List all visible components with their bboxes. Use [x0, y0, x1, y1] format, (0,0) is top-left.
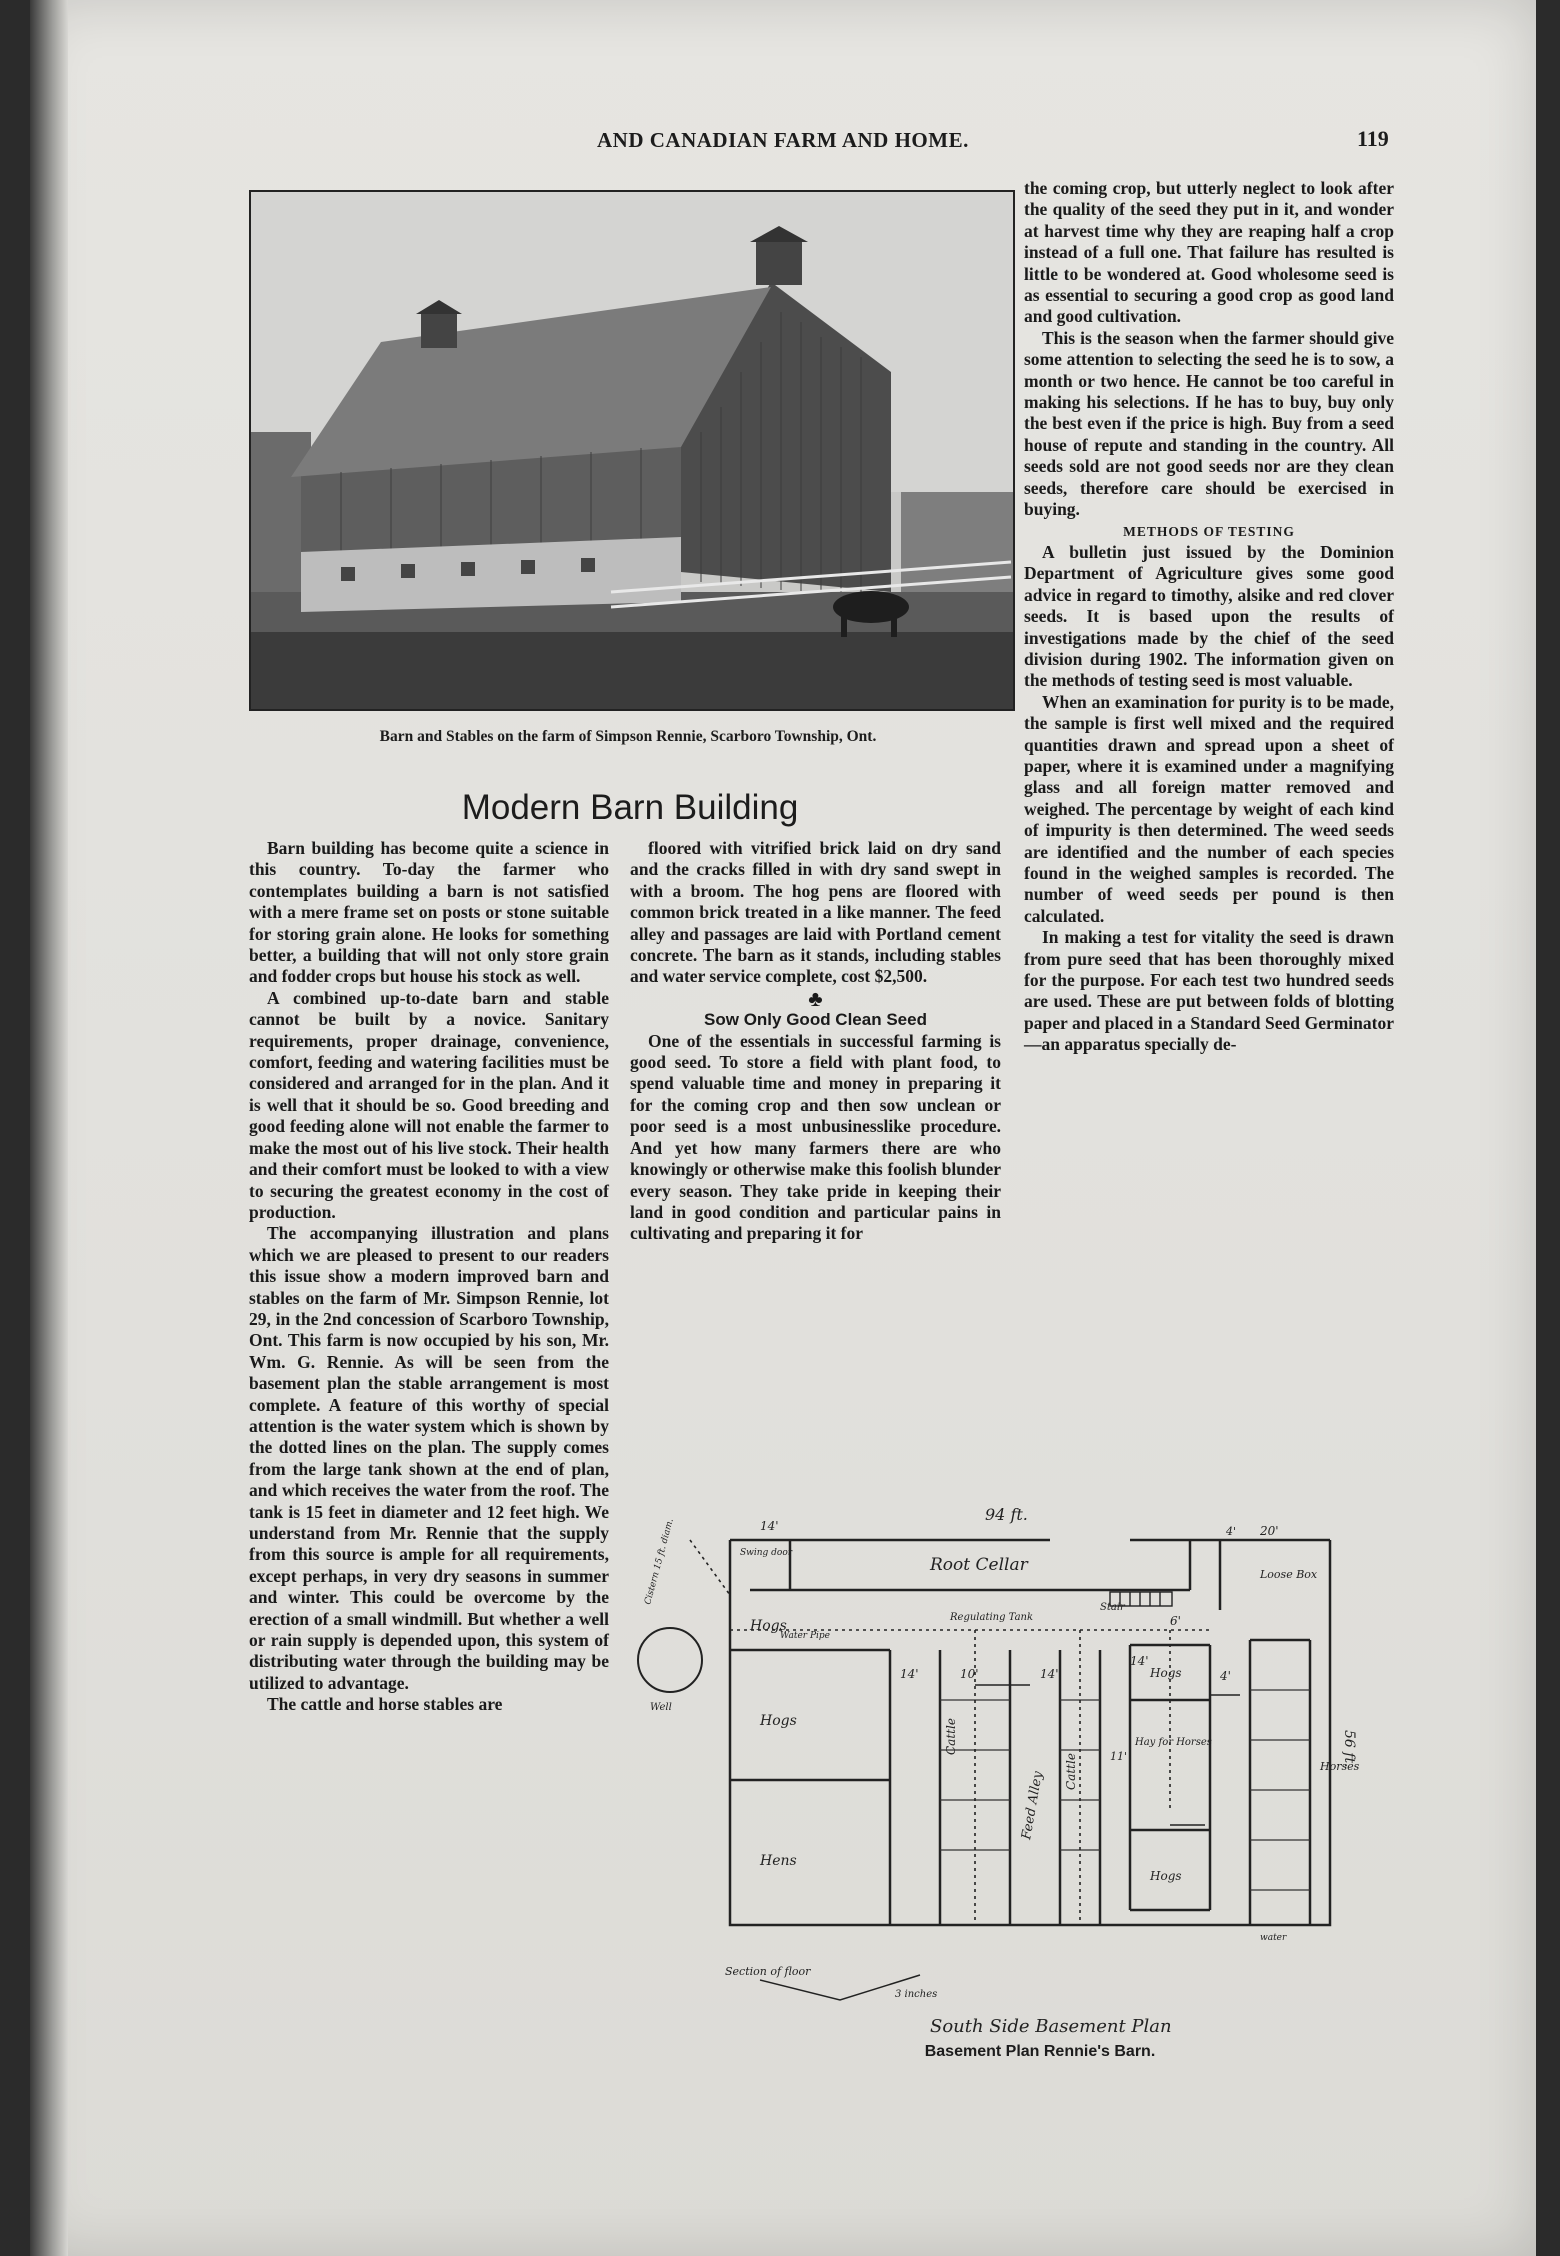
plan-dim: 10': [960, 1667, 979, 1681]
plan-water-note: water: [1260, 1933, 1287, 1943]
running-head: AND CANADIAN FARM AND HOME.: [597, 128, 969, 152]
paragraph: The cattle and horse stables are: [267, 1694, 503, 1715]
plan-dim: 14': [900, 1667, 919, 1681]
plan-inches: 3 inches: [895, 1989, 938, 2000]
paragraph: the coming crop, but utterly neglect to look after the quality of the seed they put in it, and wonder at harvest time why they are reaping half a crop instead of a full one. That failure has resulted is little to be wondered at. Good wholesome seed is as essential to securing a good crop as good land and good cultivation.: [1024, 178, 1394, 327]
paragraph: When an examination for purity is to be made, the sample is first well mixed and the required quantities drawn and spread upon a sheet of paper, where it is examined under a magnifying glass and all foreign matter removed and weighed. The percentage by weight of each kind of impurity is then determined. The weed seeds are identified and the number of each species found in the weighed samples is recorded. The number of weed seeds per pound is then calculated.: [1024, 691, 1394, 926]
plan-hogs-1: Hogs: [750, 1618, 787, 1634]
plan-dim: 6': [1170, 1614, 1181, 1628]
plan-hens: Hens: [760, 1853, 797, 1869]
seed-article-title: Sow Only Good Clean Seed: [704, 1010, 927, 1030]
plan-dim: 14': [760, 1519, 779, 1533]
plan-well: Well: [650, 1702, 672, 1713]
plan-dim: 4': [1220, 1669, 1231, 1683]
plan-total-length: 94 ft.: [985, 1505, 1028, 1524]
plan-cattle-2: Cattle: [1064, 1753, 1078, 1790]
article-column-2: [630, 838, 1001, 1245]
paragraph: A combined up-to-date barn and stable cannot be built by a novice. Sanitary requirements, proper drainage, convenience, comfort, feeding and watering facilities must be considered and arranged for in the plan. And it is well that it should be so. Good breeding and good feeding alone will not enable the farmer to make the most out of his live stock. Their health and their comfort must be looked to with a view to securing the greatest economy in the cost of production.: [249, 987, 609, 1222]
plan-dim: 4': [1226, 1525, 1237, 1538]
plan-horses: Horses: [1320, 1760, 1360, 1773]
article-column-1: [249, 838, 609, 1716]
plan-south-side: South Side Basement Plan: [930, 2016, 1172, 2037]
paragraph: The accompanying illustration and plans which we are pleased to present to our readers this issue show a modern improved barn and stables on the farm of Mr. Simpson Rennie, lot 29, in the 2nd concession of Scarboro Township, Ont. This farm is now occupied by his son, Mr. Wm. G. Rennie. As will be seen from the basement plan the stable arrangement is most complete. A feature of this worthy of special attention is the water system which is shown by the dotted lines on the plan. The supply comes from the large tank shown at the end of plan, and which receives the water from the roof. The tank is 15 feet in diameter and 12 feet high. We understand from Mr. Rennie that the supply from this source is ample for all requirements, except perhaps, in very dry seasons in summer and winter. This could be overcome by the erection of a small windmill. But whether a well or rain supply is depended upon, this system of distributing water through the building may be utilized to advantage.: [249, 1223, 609, 1693]
plan-caption: Basement Plan Rennie's Barn.: [924, 2043, 1156, 2060]
photo-caption: Barn and Stables on the farm of Simpson Rennie, Scarboro Township, Ont.: [379, 728, 877, 745]
plan-stair: Stair: [1100, 1602, 1125, 1613]
paragraph: This is the season when the farmer should give some attention to selecting the seed he is to sow, a month or two hence. He cannot be too careful in making his selections. If he has to buy, buy only the best even if the price is high. Buy from a seed house of repute and standing in the country. All seeds sold are not good seeds nor are they clean seeds, therefore care should be exercised in buying.: [1024, 327, 1394, 520]
paragraph: One of the essentials in successful farming is good seed. To store a field with plant food, to spend valuable time and money in preparing it for the coming crop and then sow unclean or poor seed is a most unbusinesslike procedure. And yet how many farmers there are who knowingly or otherwise make this foolish blunder every season. They take pride in keeping their land in good condition and particular pains in cultivating and preparing it for: [630, 1030, 1001, 1244]
plan-tank-note: Cistern 15 ft. diam.: [643, 1517, 676, 1606]
article-title: Modern Barn Building: [461, 788, 799, 828]
basement-plan-drawing: [630, 1480, 1410, 2040]
plan-hay-for-horses: Hay for Horses: [1135, 1737, 1212, 1748]
plan-water-pipe: Water Pipe: [780, 1631, 830, 1641]
plan-width: 56 ft.: [1341, 1730, 1357, 1768]
plan-hogs-3: Hogs: [1150, 1666, 1182, 1680]
page-number: 119: [1357, 126, 1389, 151]
barn-photograph: [249, 190, 1015, 711]
plan-cattle-1: Cattle: [944, 1718, 958, 1755]
plan-section-of-floor: Section of floor: [725, 1965, 811, 1978]
magazine-page: [30, 0, 1536, 2256]
plan-feed-alley: Feed Alley: [1019, 1770, 1046, 1841]
paragraph: In making a test for vitality the seed is drawn from pure seed that has been thoroughly mixed for the purpose. For each test two hundred seeds are used. These are put between folds of blotting paper and placed in a Standard Seed Germinator—an apparatus specially de-: [1024, 927, 1394, 1055]
article-column-3: [1024, 178, 1394, 1056]
plan-dim: 14': [1040, 1667, 1059, 1681]
methods-subhead: METHODS OF TESTING: [1123, 523, 1295, 539]
paragraph: A bulletin just issued by the Dominion Department of Agriculture gives some good advice in regard to timothy, alsike and red clover seeds. It is based upon the results of investigations made by the chief of the seed division during 1902. The information given on the methods of testing seed is most valuable.: [1024, 541, 1394, 691]
paragraph: Barn building has become quite a science in this country. To-day the farmer who contemplates building a barn is not satisfied with a mere frame set on posts or stone suitable for storing grain alone. He looks for something better, a building that will not only store grain and fodder crops but house his stock as well.: [249, 838, 609, 987]
club-ornament-icon: ♣: [808, 985, 823, 1011]
plan-loose-box: Loose Box: [1260, 1568, 1318, 1581]
plan-regulating-tank: Regulating Tank: [950, 1612, 1034, 1623]
plan-dim: 14': [1130, 1654, 1149, 1668]
paragraph: floored with vitrified brick laid on dry sand and the cracks filled in with dry sand swept in with a broom. The hog pens are floored with common brick treated in a like manner. The feed alley and passages are laid with Portland cement concrete. The barn as it stands, including stables and water service complete, cost $2,500.: [630, 838, 1001, 987]
page-binding-shadow: [30, 0, 68, 2256]
plan-dim: 11': [1110, 1750, 1128, 1763]
plan-root-cellar: Root Cellar: [930, 1555, 1028, 1575]
plan-dim: 20': [1260, 1524, 1279, 1538]
plan-hogs-2: Hogs: [760, 1713, 797, 1729]
plan-swing-door: Swing door: [740, 1548, 793, 1558]
plan-hogs-4: Hogs: [1150, 1869, 1182, 1883]
